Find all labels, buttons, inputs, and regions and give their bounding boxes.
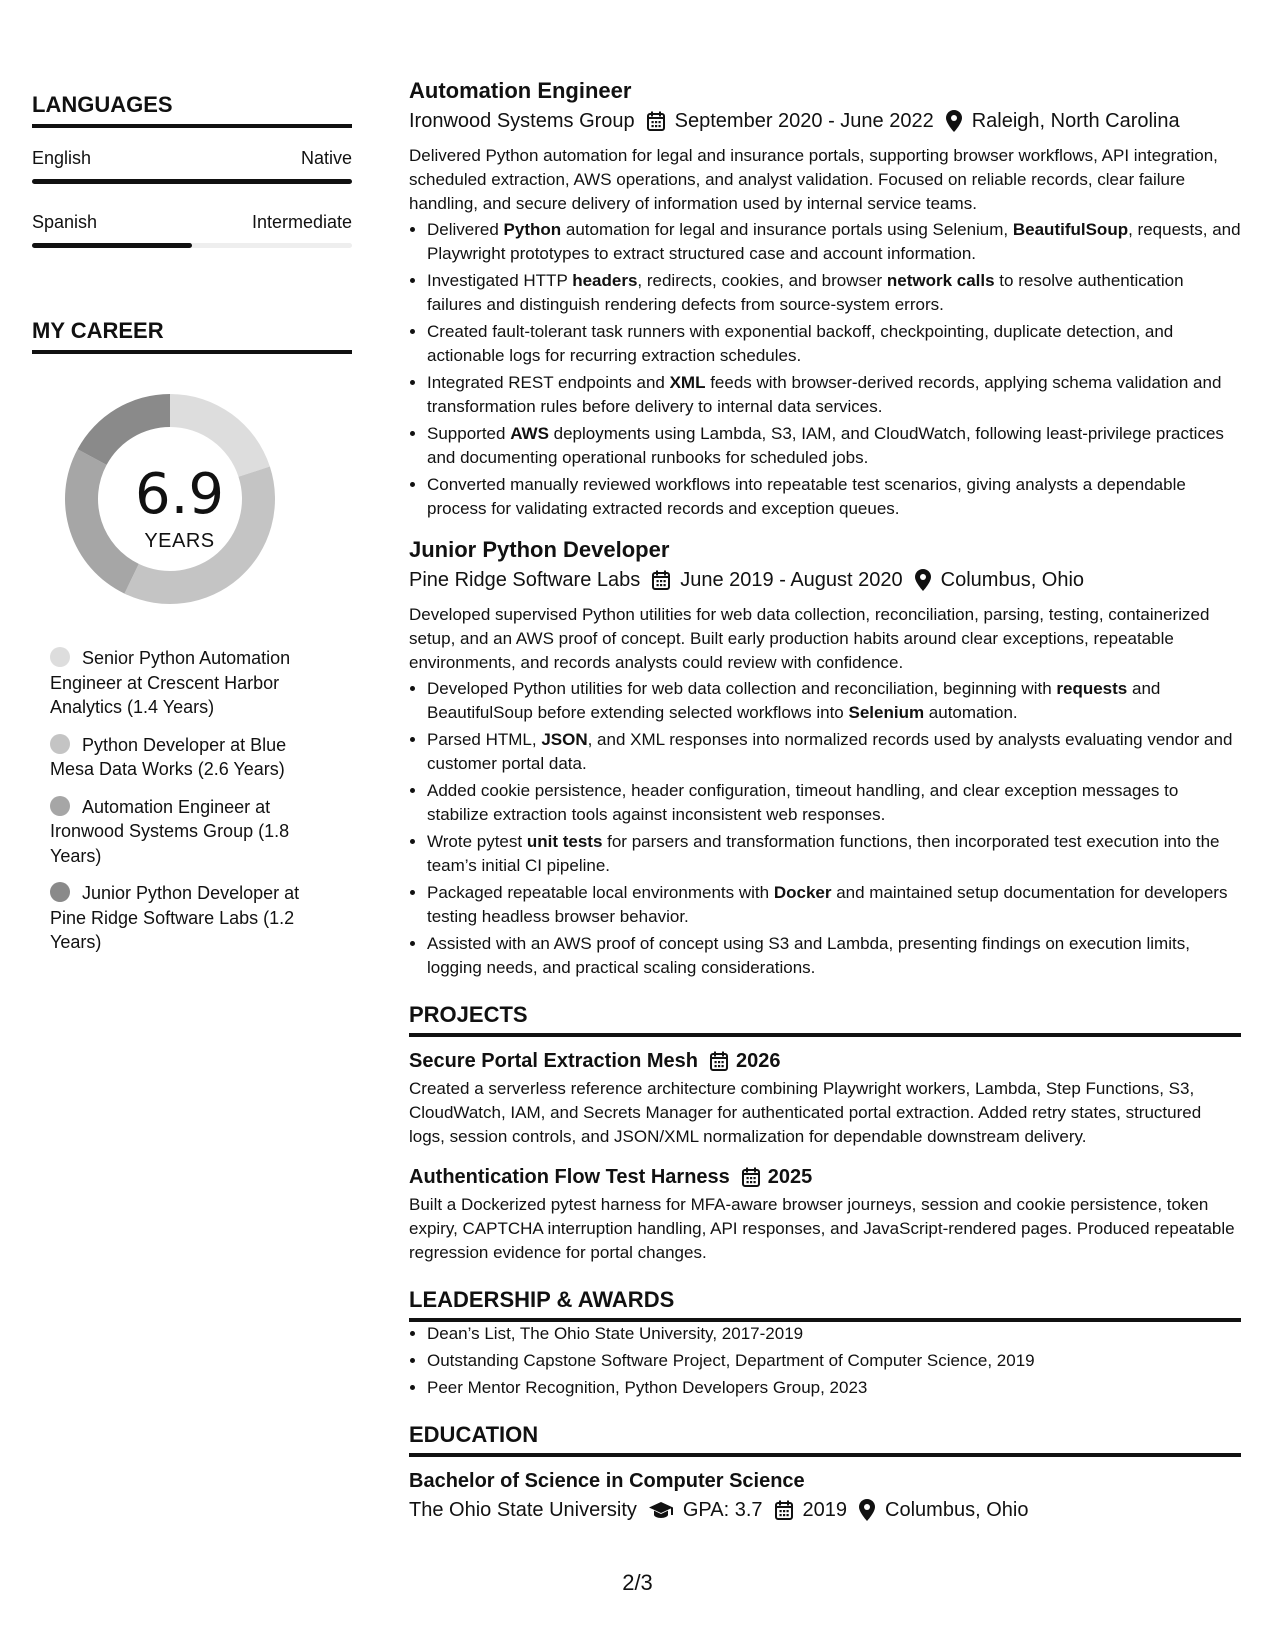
language-name: English (32, 148, 92, 168)
award-item: • Outstanding Capstone Software Project, Department of Computer Science, 2019 (427, 1349, 1241, 1373)
calendar-icon (647, 111, 665, 131)
career-legend-item (50, 733, 352, 782)
project-title: Secure Portal Extraction Mesh (409, 1050, 698, 1072)
legend-dot-icon (50, 647, 70, 667)
career-legend-item (50, 881, 352, 955)
education-heading: EDUCATION (409, 1420, 1241, 1457)
award-item: • Peer Mentor Recognition, Python Developers Group, 2023 (427, 1376, 1241, 1400)
job-title: Automation Engineer (409, 78, 632, 103)
job-title: Junior Python Developer (409, 537, 670, 562)
career-total-unit: YEARS (144, 530, 215, 552)
map-pin-icon (859, 1499, 875, 1521)
project-entry (409, 1163, 1241, 1265)
project-title: Authentication Flow Test Harness (409, 1166, 730, 1188)
job-dates: June 2019 - August 2020 (680, 569, 903, 591)
job-bullets (409, 677, 1241, 980)
languages-heading: LANGUAGES (32, 92, 352, 128)
job-meta (409, 565, 1241, 595)
sidebar (32, 92, 352, 968)
language-name: Spanish (32, 212, 98, 232)
job-bullet: • Created fault-tolerant task runners with exponential backoff, checkpointing, duplicate detection, and actionable logs for recurring extraction schedules. (427, 320, 1241, 368)
awards-list (409, 1322, 1241, 1400)
graduation-cap-icon (649, 1501, 673, 1519)
calendar-icon (775, 1500, 793, 1520)
job-bullet: • Converted manually reviewed workflows into repeatable test scenarios, giving analysts a dependable process for validating extracted records and exception queues. (427, 473, 1241, 521)
job-entry (409, 535, 1241, 980)
job-dates: September 2020 - June 2022 (674, 110, 934, 132)
legend-dot-icon (50, 882, 70, 902)
job-bullet: • Developed Python utilities for web data collection and reconciliation, beginning with requests and BeautifulSoup before extending selected workflows into Selenium automation. (427, 677, 1241, 725)
language-proficiency-fill (32, 179, 352, 184)
education-year: 2019 (802, 1499, 848, 1521)
map-pin-icon (915, 569, 931, 591)
career-legend-item (50, 646, 352, 720)
career-total-years: 6.9 (134, 462, 225, 527)
job-company: Ironwood Systems Group (409, 110, 635, 132)
project-year: 2025 (767, 1166, 813, 1188)
job-location: Raleigh, North Carolina (971, 110, 1180, 132)
job-bullet: • Packaged repeatable local environments with Docker and maintained setup documentation for developers testing headless browser behavior. (427, 881, 1241, 929)
language-proficiency-bar (32, 179, 352, 184)
calendar-icon (652, 570, 670, 590)
career-legend-label: Python Developer at Blue Mesa Data Works (2.6 Years) (50, 734, 287, 779)
project-description: Built a Dockerized pytest harness for MFA-aware browser journeys, session and cookie persistence, token expiry, CAPTCHA interruption handling, API responses, and JavaScript-rendered pages. Produced repeatable regression evidence for portal changes. (409, 1195, 1235, 1262)
calendar-icon (742, 1167, 760, 1187)
language-proficiency-bar (32, 243, 352, 248)
job-meta (409, 106, 1241, 136)
project-entry (409, 1047, 1241, 1149)
career-donut-chart (32, 394, 352, 634)
job-bullet: • Added cookie persistence, header configuration, timeout handling, and clear exception messages to stabilize extraction tools against inconsistent web responses. (427, 779, 1241, 827)
awards-heading: LEADERSHIP & AWARDS (409, 1285, 1241, 1322)
job-summary: Delivered Python automation for legal and insurance portals, supporting browser workflows, API integration, scheduled extraction, AWS operations, and analyst validation. Focused on reliable records, clear failure handling, and secure delivery of information used by internal service teams. (409, 146, 1218, 213)
job-summary: Developed supervised Python utilities for web data collection, reconciliation, parsing, testing, containerized setup, and an AWS proof of concept. Built early production habits around clear exceptions, repeatable environments, and records analysts could review with confidence. (409, 605, 1210, 672)
job-bullet: • Parsed HTML, JSON, and XML responses into normalized records used by analysts evaluating vendor and customer portal data. (427, 728, 1241, 776)
project-year: 2026 (735, 1050, 781, 1072)
job-bullet: • Supported AWS deployments using Lambda, S3, IAM, and CloudWatch, following least-privilege practices and documenting operational runbooks for scheduled jobs. (427, 422, 1241, 470)
map-pin-icon (946, 110, 962, 132)
legend-dot-icon (50, 796, 70, 816)
education-school: The Ohio State University (409, 1499, 637, 1521)
job-location: Columbus, Ohio (940, 569, 1085, 591)
language-level: Native (300, 148, 352, 168)
project-title-row (409, 1047, 1241, 1075)
job-company: Pine Ridge Software Labs (409, 569, 641, 591)
page-number: 2/3 (622, 1570, 653, 1595)
project-description: Created a serverless reference architecture combining Playwright workers, Lambda, Step Functions, S3, CloudWatch, IAM, and Secrets Manager for authenticated portal extraction. Added retry states, structured logs, session controls, and JSON/XML normalization for dependable downstream delivery. (409, 1079, 1202, 1146)
main-content (409, 76, 1241, 1525)
career-legend-label: Senior Python Automation Engineer at Crescent Harbor Analytics (1.4 Years) (50, 648, 291, 717)
job-bullet: • Assisted with an AWS proof of concept using S3 and Lambda, presenting findings on execution limits, logging needs, and practical scaling considerations. (427, 932, 1241, 980)
job-bullet: • Wrote pytest unit tests for parsers and transformation functions, then incorporated test execution into the team’s initial CI pipeline. (427, 830, 1241, 878)
job-entry (409, 76, 1241, 521)
job-bullet: • Integrated REST endpoints and XML feeds with browser-derived records, applying schema validation and transformation rules before delivery to internal data services. (427, 371, 1241, 419)
education-gpa: GPA: 3.7 (682, 1499, 763, 1521)
projects-heading: PROJECTS (409, 1000, 1241, 1037)
language-proficiency-fill (32, 243, 192, 248)
job-bullets (409, 218, 1241, 521)
job-bullet: • Delivered Python automation for legal and insurance portals using Selenium, BeautifulSoup, requests, and Playwright prototypes to extract structured case and account information. (427, 218, 1241, 266)
career-legend-label: Automation Engineer at Ironwood Systems Group (1.8 Years) (50, 796, 290, 866)
language-item (32, 148, 352, 184)
education-location: Columbus, Ohio (885, 1499, 1029, 1521)
career-legend (32, 646, 352, 955)
career-heading: MY CAREER (32, 318, 352, 354)
donut-segment-4 (78, 394, 170, 465)
career-legend-item (50, 795, 352, 869)
education-degree: Bachelor of Science in Computer Science (409, 1470, 805, 1492)
job-bullet: • Investigated HTTP headers, redirects, cookies, and browser network calls to resolve authentication failures and distinguish rendering defects from source-system errors. (427, 269, 1241, 317)
language-level: Intermediate (251, 212, 352, 232)
legend-dot-icon (50, 734, 70, 754)
language-item (32, 212, 352, 248)
education-meta (409, 1495, 1241, 1525)
career-legend-label: Junior Python Developer at Pine Ridge Software Labs (1.2 Years) (50, 883, 300, 952)
calendar-icon (710, 1051, 728, 1071)
award-item: • Dean’s List, The Ohio State University, 2017-2019 (427, 1322, 1241, 1346)
project-title-row (409, 1163, 1241, 1191)
